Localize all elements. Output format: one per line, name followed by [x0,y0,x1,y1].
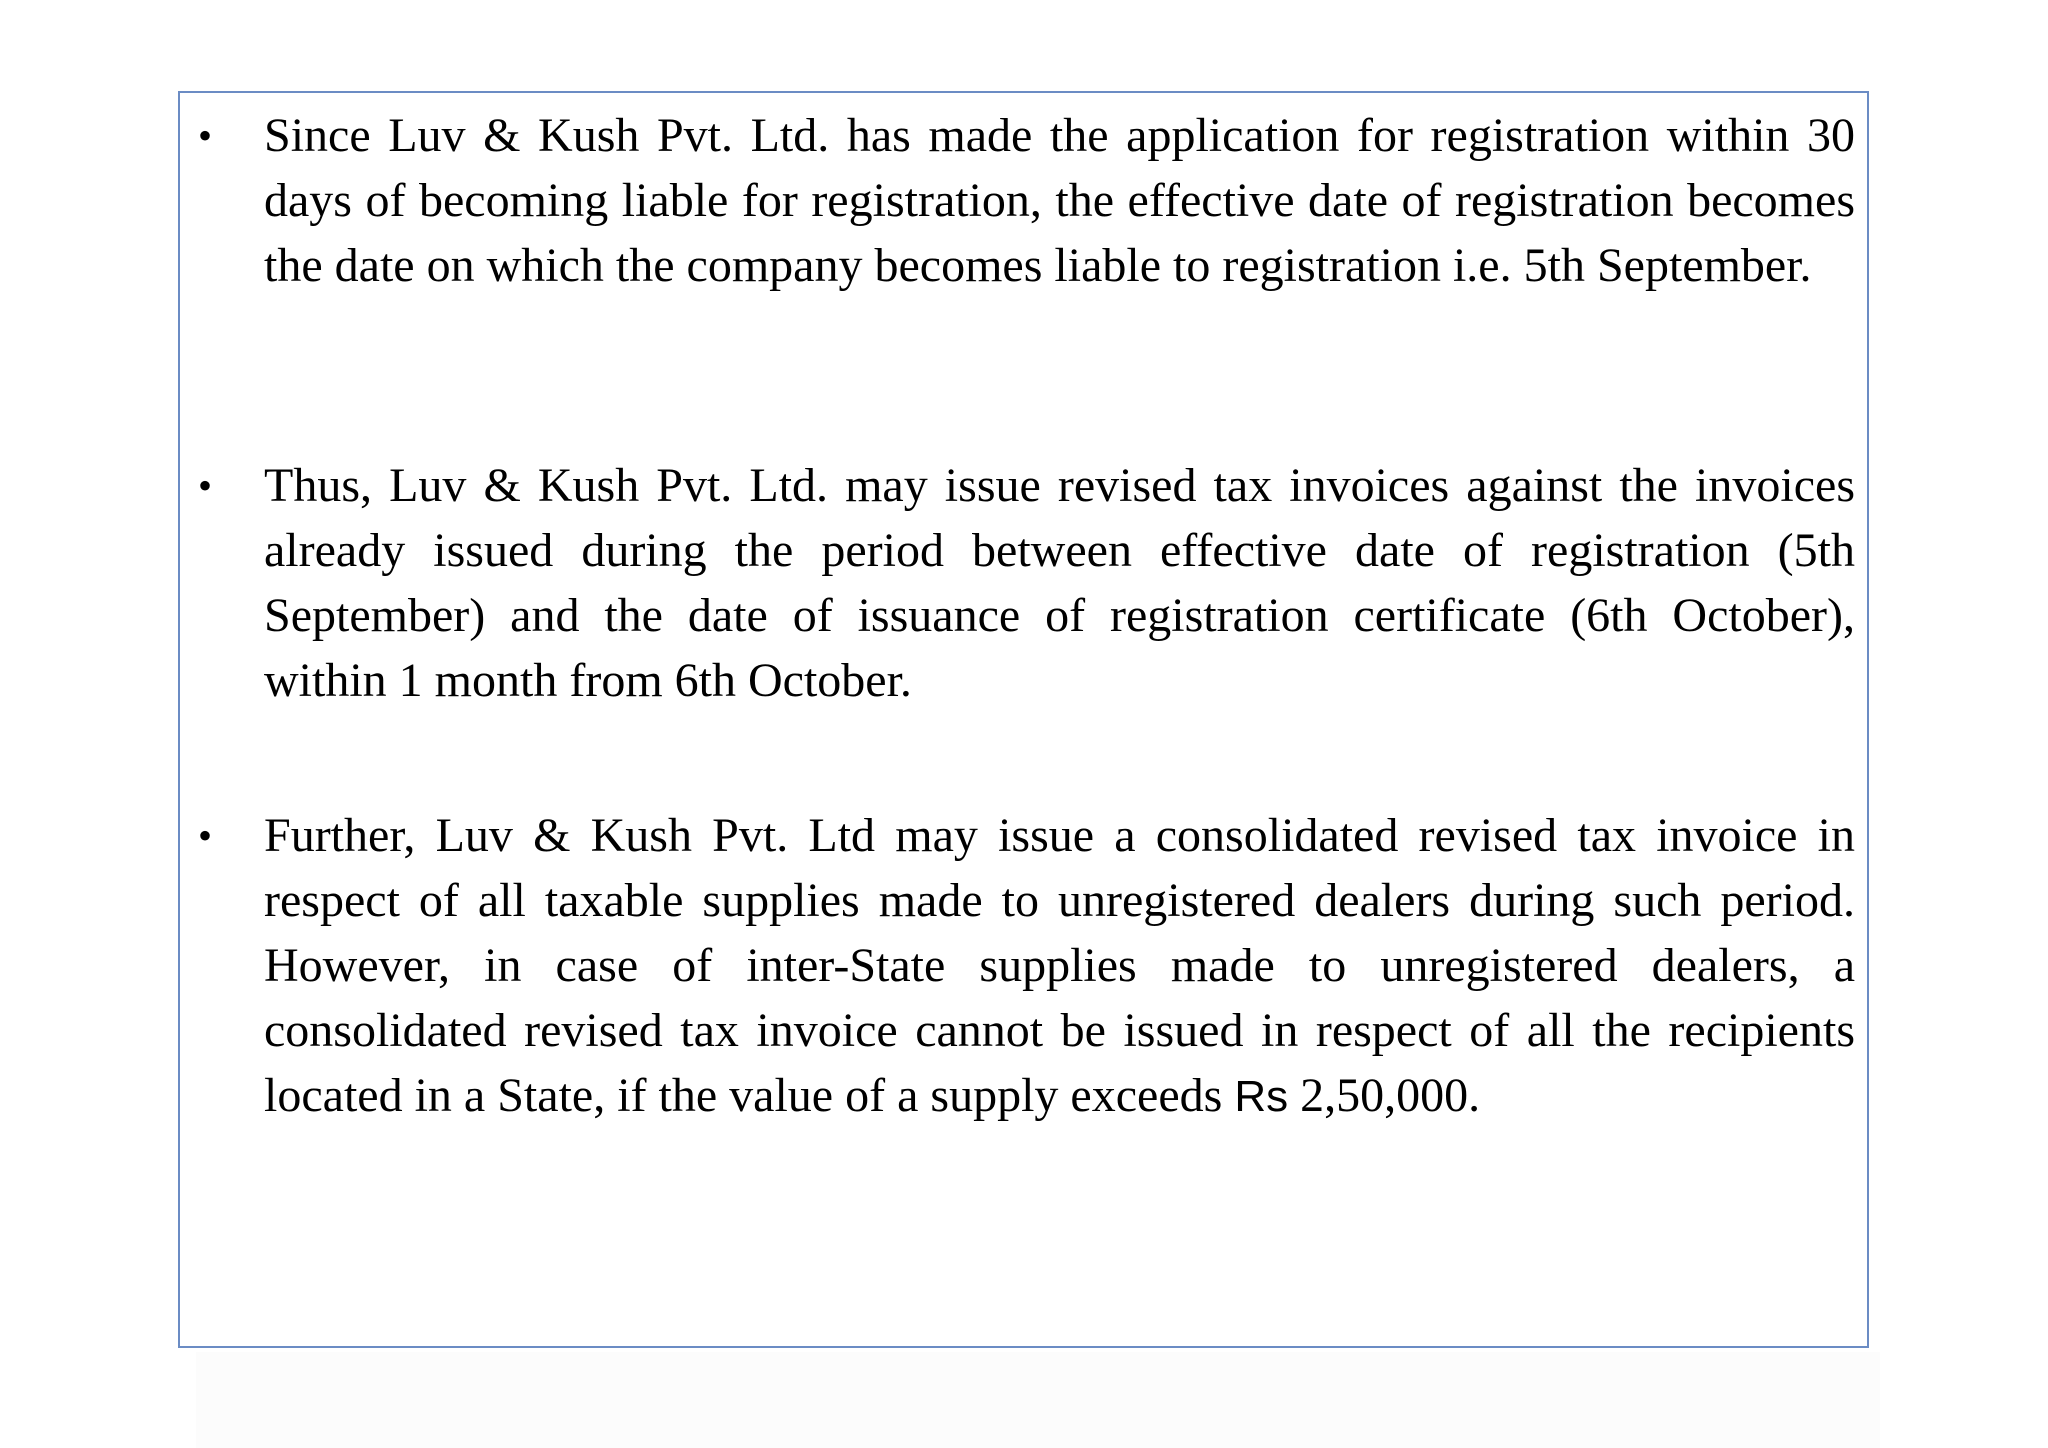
bullet-text: Since Luv & Kush Pvt. Ltd. has made the application for registration within 30 days of becoming liable for registration, the effective date of registration becomes the date on which the company becomes liable to registration i.e. 5th September. [264,109,1855,292]
bullet-text: Further, Luv & Kush Pvt. Ltd may issue a consolidated revised tax invoice in respect of all taxable supplies made to unregistered dealers during such period. However, in case of inter-State supplies made to unregistered dealers, a consolidated revised tax invoice cannot be issued in respect of all the recipients located in a State, if the value of a supply exceeds [264,809,1855,1122]
bullet-dot: • [198,813,213,858]
amount-value: 2,50,000. [1300,1069,1481,1122]
currency-label: Rs [1234,1072,1289,1121]
slide-bottom-shade [196,1352,1880,1448]
bullet-dot: • [198,113,213,158]
bullet-item-effective-date [198,103,1855,298]
bullet-dot: • [198,463,213,508]
bullet-text: Thus, Luv & Kush Pvt. Ltd. may issue revised tax invoices against the invoices already issued during the period between effective date of registration (5th September) and the date of issuance of registration certificate (6th October), within 1 month from 6th October. [264,459,1855,707]
bullet-item-revised-invoices [198,453,1855,713]
content-text-box [178,91,1869,1348]
bullet-item-consolidated-invoice [198,803,1855,1129]
